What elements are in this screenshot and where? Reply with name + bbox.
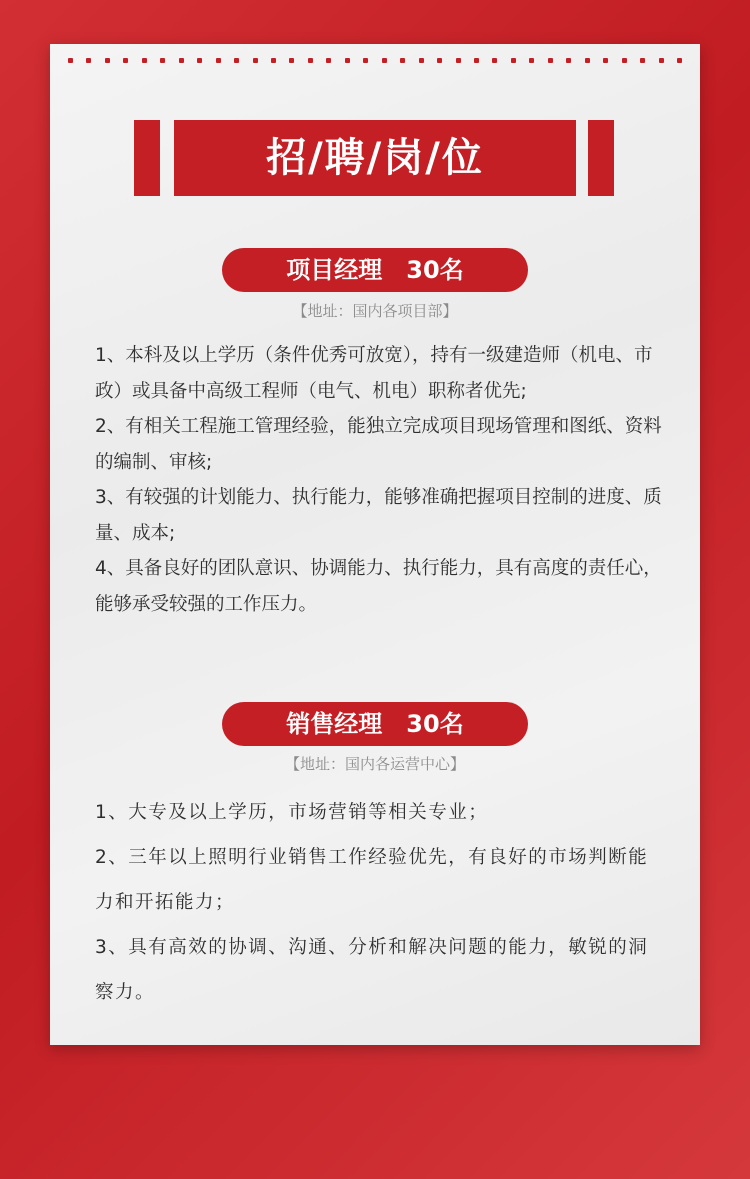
border-dot (419, 58, 424, 63)
requirement-item: 2、有相关工程施工管理经验，能独立完成项目现场管理和图纸、资料的编制、审核; (95, 416, 662, 473)
border-dot (529, 58, 534, 63)
position-heading-project-manager: 项目经理 30名 (222, 248, 528, 292)
border-dot (492, 58, 497, 63)
border-dot (289, 58, 294, 63)
requirements-list-sales-manager (95, 790, 665, 1015)
border-dot (216, 58, 221, 63)
requirement-item: 4、具备良好的团队意识、协调能力、执行能力，具有高度的责任心，能够承受较强的工作压力。 (95, 558, 662, 615)
border-dot (437, 58, 442, 63)
border-dot (566, 58, 571, 63)
border-dot (345, 58, 350, 63)
page-title: 招/聘/岗/位 (174, 120, 576, 196)
border-dot (474, 58, 479, 63)
border-dot (105, 58, 110, 63)
border-dot (363, 58, 368, 63)
border-dot (640, 58, 645, 63)
job-card (50, 44, 700, 1045)
border-dot (68, 58, 73, 63)
border-dot (326, 58, 331, 63)
title-accent-right (588, 120, 614, 196)
border-dot (308, 58, 313, 63)
border-dot (160, 58, 165, 63)
position-address-project-manager: 【地址：国内各项目部】 (292, 302, 458, 320)
border-dot (511, 58, 516, 63)
requirements-list-project-manager (95, 338, 665, 622)
border-dot (123, 58, 128, 63)
border-dot (585, 58, 590, 63)
position-heading-sales-manager: 销售经理 30名 (222, 702, 528, 746)
requirement-item: 3、具有高效的协调、沟通、分析和解决问题的能力，敏锐的洞察力。 (95, 937, 649, 1003)
border-dot (382, 58, 387, 63)
border-dot (234, 58, 239, 63)
requirement-item: 2、三年以上照明行业销售工作经验优先，有良好的市场判断能力和开拓能力； (95, 847, 649, 913)
position-address-sales-manager: 【地址：国内各运营中心】 (284, 755, 465, 773)
border-dot (400, 58, 405, 63)
requirement-item: 3、有较强的计划能力、执行能力，能够准确把握项目控制的进度、质量、成本; (95, 487, 662, 544)
border-dot (677, 58, 682, 63)
requirement-item: 1、大专及以上学历，市场营销等相关专业； (95, 802, 489, 823)
border-dot (197, 58, 202, 63)
dotted-border (68, 58, 682, 64)
border-dot (548, 58, 553, 63)
border-dot (142, 58, 147, 63)
border-dot (456, 58, 461, 63)
border-dot (271, 58, 276, 63)
border-dot (179, 58, 184, 63)
border-dot (86, 58, 91, 63)
title-accent-left (134, 120, 160, 196)
border-dot (622, 58, 627, 63)
border-dot (659, 58, 664, 63)
requirement-item: 1、本科及以上学历（条件优秀可放宽），持有一级建造师（机电、市政）或具备中高级工程师（电气、机电）职称者优先; (95, 345, 653, 402)
border-dot (603, 58, 608, 63)
border-dot (253, 58, 258, 63)
